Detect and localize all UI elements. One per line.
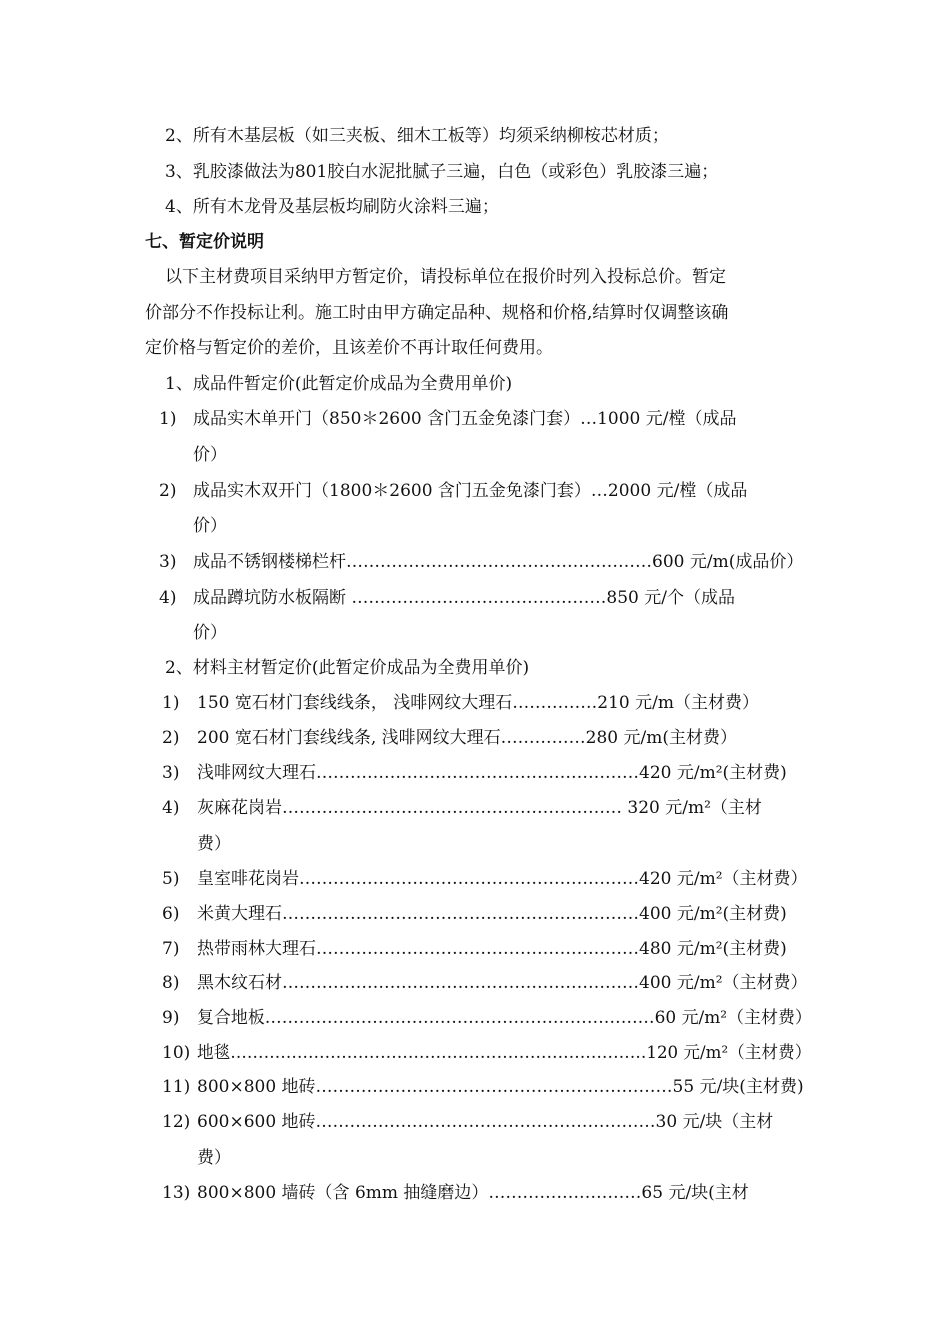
list-number: 3) — [162, 763, 180, 783]
list-number: 7) — [162, 939, 180, 959]
group2-title: 2、材料主材暂定价(此暂定价成品为全费用单价) — [165, 658, 530, 678]
list-item: 150 宽石材门套线线条， 浅啡网纹大理石……………210 元/m（主材费） — [197, 693, 759, 713]
list-number: 11) — [162, 1077, 191, 1097]
top-item-3: 3、乳胶漆做法为801胶白水泥批腻子三遍，白色（或彩色）乳胶漆三遍； — [165, 162, 719, 182]
list-item: 成品实木单开门（850＊2600 含门五金免漆门套）…1000 元/樘（成品 — [193, 409, 737, 429]
section-title: 七、暂定价说明 — [145, 232, 264, 252]
list-item: 成品实木双开门（1800＊2600 含门五金免漆门套）…2000 元/樘（成品 — [193, 481, 748, 501]
group1-title: 1、成品件暂定价(此暂定价成品为全费用单价) — [165, 374, 513, 394]
intro-line-2: 价部分不作投标让利。施工时由甲方确定品种、规格和价格,结算时仅调整该确 — [145, 303, 729, 323]
list-item-continuation: 价） — [193, 445, 227, 465]
list-number: 5) — [162, 869, 180, 889]
list-number: 10) — [162, 1043, 191, 1063]
list-item: 成品蹲坑防水板隔断 ………………………………………850 元/个（成品 — [193, 588, 735, 608]
list-number: 4) — [159, 588, 177, 608]
list-item: 地毯…………………………………………………………………120 元/m²（主材费） — [197, 1043, 812, 1063]
list-item: 浅啡网纹大理石…………………………………………………420 元/m²(主材费) — [197, 763, 787, 783]
top-item-2: 2、所有木基层板（如三夹板、细木工板等）均须采纳柳桉芯材质； — [165, 126, 669, 146]
list-number: 6) — [162, 904, 180, 924]
list-item-continuation: 费） — [197, 834, 231, 854]
list-item: 米黄大理石………………………………………………………400 元/m²(主材费) — [197, 904, 787, 924]
list-item: 热带雨林大理石…………………………………………………480 元/m²(主材费) — [197, 939, 787, 959]
list-item: 800×800 地砖………………………………………………………55 元/块(主材费) — [197, 1077, 804, 1097]
list-item: 复合地板……………………………………………………………60 元/m²（主材费） — [197, 1008, 812, 1028]
top-item-4: 4、所有木龙骨及基层板均刷防火涂料三遍； — [165, 197, 499, 217]
list-item-continuation: 费） — [197, 1148, 231, 1168]
list-item: 600×600 地砖……………………………………………………30 元/块（主材 — [197, 1112, 774, 1132]
list-number: 1) — [159, 409, 177, 429]
list-item: 皇室啡花岗岩……………………………………………………420 元/m²（主材费） — [197, 869, 808, 889]
list-item: 成品不锈钢楼梯栏杆………………………………………………600 元/m(成品价） — [193, 552, 804, 572]
intro-line-3: 定价格与暂定价的差价，且该差价不再计取任何费用。 — [145, 338, 553, 358]
list-number: 13) — [162, 1183, 191, 1203]
list-item-continuation: 价） — [193, 516, 227, 536]
intro-line-1: 以下主材费项目采纳甲方暂定价，请投标单位在报价时列入投标总价。暂定 — [165, 267, 726, 287]
list-number: 2) — [162, 728, 180, 748]
list-number: 1) — [162, 693, 180, 713]
list-number: 9) — [162, 1008, 180, 1028]
list-item: 黑木纹石材………………………………………………………400 元/m²（主材费） — [197, 973, 808, 993]
list-number: 3) — [159, 552, 177, 572]
list-item: 200 宽石材门套线线条, 浅啡网纹大理石……………280 元/m(主材费） — [197, 728, 737, 748]
list-item: 灰麻花岗岩…………………………………………………… 320 元/m²（主材 — [197, 798, 762, 818]
list-number: 2) — [159, 481, 177, 501]
list-number: 12) — [162, 1112, 191, 1132]
list-number: 4) — [162, 798, 180, 818]
list-item-continuation: 价） — [193, 623, 227, 643]
list-number: 8) — [162, 973, 180, 993]
list-item: 800×800 墙砖（含 6mm 抽缝磨边）………………………65 元/块(主材 — [197, 1183, 749, 1203]
